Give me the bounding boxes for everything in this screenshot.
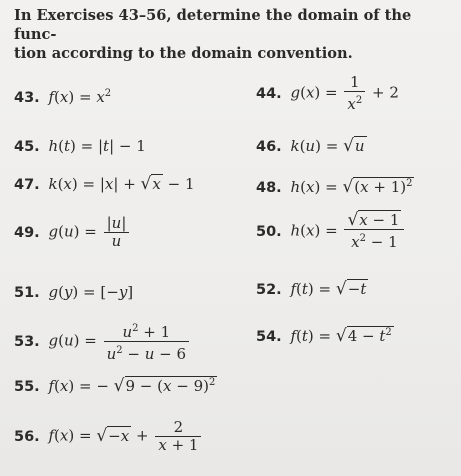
exercise-number: 43. (14, 90, 40, 106)
exercise-55: 55. f(x) = − $√9 - (x - 9)^2$ (14, 376, 216, 396)
exercise-number: 47. (14, 177, 40, 193)
exercise-number: 56. (14, 428, 40, 445)
exercise-number: 54. (256, 329, 282, 345)
exercise-number: 45. (14, 139, 40, 155)
exercise-number: 49. (14, 224, 40, 241)
exercise-number: 52. (256, 282, 282, 298)
exercise-44: 44. g(x) = $\frac{1}{x^2}$ + 2 (256, 73, 399, 113)
exercise-54: 54. $f(t) = √4 - t^2$ (256, 326, 392, 346)
exercise-number: 48. (256, 180, 282, 196)
exercise-number: 53. (14, 333, 40, 350)
exercise-45: 45. h(t) = |t| − 1 (14, 137, 146, 155)
exercise-51: 51. g(y) = [−y] (14, 283, 134, 301)
exercise-number: 46. (256, 139, 282, 155)
instructions (14, 6, 454, 63)
exercise-46: 46. k(u) = √u (256, 136, 365, 156)
exercise-50: 50. h(x) = $\frac{√x - 1}{x^2 - 1}$ (256, 212, 406, 251)
exercise-48: 48. $h(x) = √(x + 1)^2$ (256, 177, 413, 197)
instructions-line-2: tion according to the domain convention. (14, 45, 353, 62)
exercise-49: 49. g(u) = $\frac{|u|}{u}$ (14, 215, 131, 250)
exercise-43: 43. $f(x) = x^2$ (14, 88, 112, 106)
exercise-number: 44. (256, 85, 282, 102)
exercise-number: 50. (256, 223, 282, 240)
instructions-line-1: In Exercises 43–56, determine the domain of the func- (14, 7, 412, 43)
exercise-number: 51. (14, 285, 40, 301)
exercise-47: 47. k(x) = |x| + √x − 1 (14, 174, 195, 194)
exercise-number: 55. (14, 379, 40, 395)
exercise-56: 56. f(x) = √−x + $\frac{2}{x + 1}$ (14, 419, 203, 454)
exercise-52: 52. f(t) = √−t (256, 279, 367, 299)
exercise-53: 53. g(u) = $\frac{u^2 + 1}{u^2 - u - 6}$ (14, 320, 191, 363)
